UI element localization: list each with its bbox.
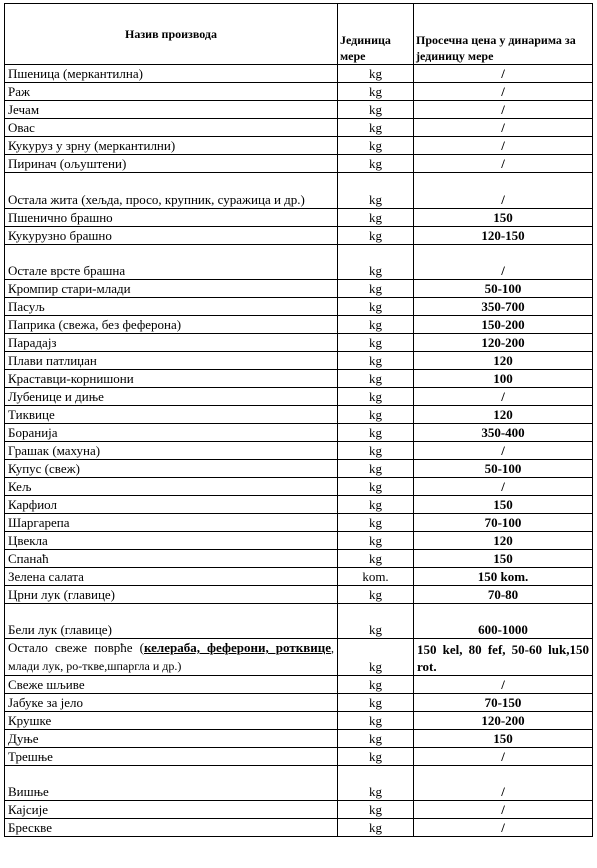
unit-cell: kg — [338, 694, 414, 712]
table-row — [5, 568, 593, 586]
price-cell: 150-200 — [414, 316, 593, 334]
product-name: Пшенично брашно — [5, 209, 338, 227]
unit-cell: kg — [338, 245, 414, 280]
product-name: Тиквице — [5, 406, 338, 424]
table-row — [5, 604, 593, 639]
table-row — [5, 406, 593, 424]
unit-cell: kg — [338, 532, 414, 550]
product-name: Карфиол — [5, 496, 338, 514]
table-row — [5, 586, 593, 604]
product-name: Шаргарепа — [5, 514, 338, 532]
price-cell: 150 — [414, 730, 593, 748]
price-cell: / — [414, 442, 593, 460]
unit-cell: kg — [338, 712, 414, 730]
product-name: Остале врсте брашна — [5, 245, 338, 280]
product-name: Остала жита (хељда, просо, крупник, суражица и др.) — [5, 173, 338, 209]
table-row — [5, 101, 593, 119]
product-name: Крушке — [5, 712, 338, 730]
price-cell: / — [414, 137, 593, 155]
price-cell: 50-100 — [414, 460, 593, 478]
unit-cell: kg — [338, 155, 414, 173]
product-name: Лубенице и диње — [5, 388, 338, 406]
table-row — [5, 819, 593, 837]
unit-cell: kg — [338, 478, 414, 496]
table-row — [5, 801, 593, 819]
product-name: Цвекла — [5, 532, 338, 550]
product-name: Бресквe — [5, 819, 338, 837]
price-cell: 350-400 — [414, 424, 593, 442]
table-row — [5, 550, 593, 568]
table-header-row — [5, 4, 593, 65]
table-row — [5, 155, 593, 173]
unit-cell: kg — [338, 334, 414, 352]
product-name: Бели лук (главице) — [5, 604, 338, 639]
product-name: Вишње — [5, 766, 338, 801]
unit-cell: kg — [338, 227, 414, 245]
product-name: Спанаћ — [5, 550, 338, 568]
unit-cell: kg — [338, 766, 414, 801]
price-cell: 150 — [414, 209, 593, 227]
product-name: Краставци-корнишони — [5, 370, 338, 388]
unit-cell: kg — [338, 388, 414, 406]
table-row — [5, 137, 593, 155]
unit-cell: kg — [338, 442, 414, 460]
product-name-prefix: Остало свеже поврће ( — [8, 640, 144, 655]
unit-cell: kg — [338, 819, 414, 837]
product-name-suffix: , млади лук, ро-ткве,шпаргла и др.) — [8, 641, 334, 673]
price-cell: 150 — [414, 496, 593, 514]
unit-cell: kg — [338, 370, 414, 388]
product-name-highlight: келераба, феферони, ротквице — [144, 640, 331, 655]
table-row — [5, 514, 593, 532]
price-cell: 70-80 — [414, 586, 593, 604]
product-name: Пасуљ — [5, 298, 338, 316]
table-row — [5, 496, 593, 514]
price-table — [4, 3, 593, 837]
price-cell: 120 — [414, 406, 593, 424]
price-cell: 600-1000 — [414, 604, 593, 639]
price-cell: 150 — [414, 550, 593, 568]
product-name: Парадајз — [5, 334, 338, 352]
price-cell: 150 kel, 80 fef, 50-60 luk,150 rot. — [414, 639, 593, 676]
unit-cell: kg — [338, 424, 414, 442]
product-name: Боранија — [5, 424, 338, 442]
header-unit: Јединица мере — [338, 4, 414, 65]
price-cell: / — [414, 676, 593, 694]
unit-cell: kg — [338, 801, 414, 819]
table-row — [5, 370, 593, 388]
price-cell: 70-100 — [414, 514, 593, 532]
unit-cell: kg — [338, 460, 414, 478]
table-row — [5, 694, 593, 712]
unit-cell: kg — [338, 298, 414, 316]
unit-cell: kg — [338, 676, 414, 694]
table-row — [5, 227, 593, 245]
table-row — [5, 730, 593, 748]
unit-cell: kg — [338, 406, 414, 424]
product-name: Раж — [5, 83, 338, 101]
unit-cell: kg — [338, 514, 414, 532]
price-cell: / — [414, 388, 593, 406]
product-name: Плави патлиџан — [5, 352, 338, 370]
price-cell: / — [414, 245, 593, 280]
table-row — [5, 676, 593, 694]
table-row — [5, 532, 593, 550]
unit-cell: kg — [338, 280, 414, 298]
price-cell: 50-100 — [414, 280, 593, 298]
table-row — [5, 442, 593, 460]
product-name: Овас — [5, 119, 338, 137]
unit-cell: kg — [338, 173, 414, 209]
price-cell: / — [414, 173, 593, 209]
table-row — [5, 245, 593, 280]
price-cell: / — [414, 478, 593, 496]
table-row — [5, 119, 593, 137]
unit-cell: kg — [338, 604, 414, 639]
unit-cell: kg — [338, 496, 414, 514]
table-row — [5, 639, 593, 676]
product-name: Грашак (махуна) — [5, 442, 338, 460]
product-name: Црни лук (главице) — [5, 586, 338, 604]
price-cell: 70-150 — [414, 694, 593, 712]
table-row — [5, 83, 593, 101]
unit-cell: kg — [338, 316, 414, 334]
product-name: Зелена салата — [5, 568, 338, 586]
unit-cell: kg — [338, 137, 414, 155]
table-row — [5, 65, 593, 83]
price-cell: 120 — [414, 532, 593, 550]
product-name: Кељ — [5, 478, 338, 496]
unit-cell: kom. — [338, 568, 414, 586]
unit-cell: kg — [338, 639, 414, 676]
unit-cell: kg — [338, 586, 414, 604]
price-cell: 120-200 — [414, 712, 593, 730]
price-cell: 120-200 — [414, 334, 593, 352]
product-name: Кајсије — [5, 801, 338, 819]
unit-cell: kg — [338, 730, 414, 748]
price-cell: / — [414, 101, 593, 119]
unit-cell: kg — [338, 209, 414, 227]
price-cell: / — [414, 65, 593, 83]
unit-cell: kg — [338, 352, 414, 370]
table-row — [5, 478, 593, 496]
table-row — [5, 280, 593, 298]
header-product-name: Назив производа — [5, 4, 338, 65]
table-row — [5, 173, 593, 209]
table-row — [5, 460, 593, 478]
product-name: Свеже шљиве — [5, 676, 338, 694]
table-row — [5, 209, 593, 227]
table-row — [5, 352, 593, 370]
price-cell: / — [414, 766, 593, 801]
price-cell: 100 — [414, 370, 593, 388]
price-cell: 350-700 — [414, 298, 593, 316]
table-row — [5, 334, 593, 352]
header-average-price: Просечна цена у динарима за јединицу мере — [414, 4, 593, 65]
product-name: Паприка (свежа, без феферона) — [5, 316, 338, 334]
table-row — [5, 748, 593, 766]
price-cell: 120-150 — [414, 227, 593, 245]
product-name: Дуње — [5, 730, 338, 748]
table-row — [5, 424, 593, 442]
table-row — [5, 298, 593, 316]
table-row — [5, 316, 593, 334]
table-row — [5, 766, 593, 801]
table-row — [5, 388, 593, 406]
product-name: Кукуруз у зрну (меркантилни) — [5, 137, 338, 155]
unit-cell: kg — [338, 65, 414, 83]
unit-cell: kg — [338, 83, 414, 101]
price-cell: / — [414, 83, 593, 101]
unit-cell: kg — [338, 748, 414, 766]
unit-cell: kg — [338, 550, 414, 568]
product-name — [5, 639, 338, 676]
product-name: Јечам — [5, 101, 338, 119]
unit-cell: kg — [338, 119, 414, 137]
unit-cell: kg — [338, 101, 414, 119]
product-name: Пшеница (меркантилна) — [5, 65, 338, 83]
product-name: Купус (свеж) — [5, 460, 338, 478]
price-cell: 150 kom. — [414, 568, 593, 586]
product-name: Кромпир стари-млади — [5, 280, 338, 298]
product-name: Трешње — [5, 748, 338, 766]
product-name: Кукурузно брашно — [5, 227, 338, 245]
table-row — [5, 712, 593, 730]
price-cell: / — [414, 155, 593, 173]
price-cell: / — [414, 119, 593, 137]
product-name: Јабуке за јело — [5, 694, 338, 712]
price-cell: / — [414, 801, 593, 819]
price-cell: / — [414, 748, 593, 766]
price-cell: / — [414, 819, 593, 837]
product-name: Пиринач (oљуштени) — [5, 155, 338, 173]
price-cell: 120 — [414, 352, 593, 370]
